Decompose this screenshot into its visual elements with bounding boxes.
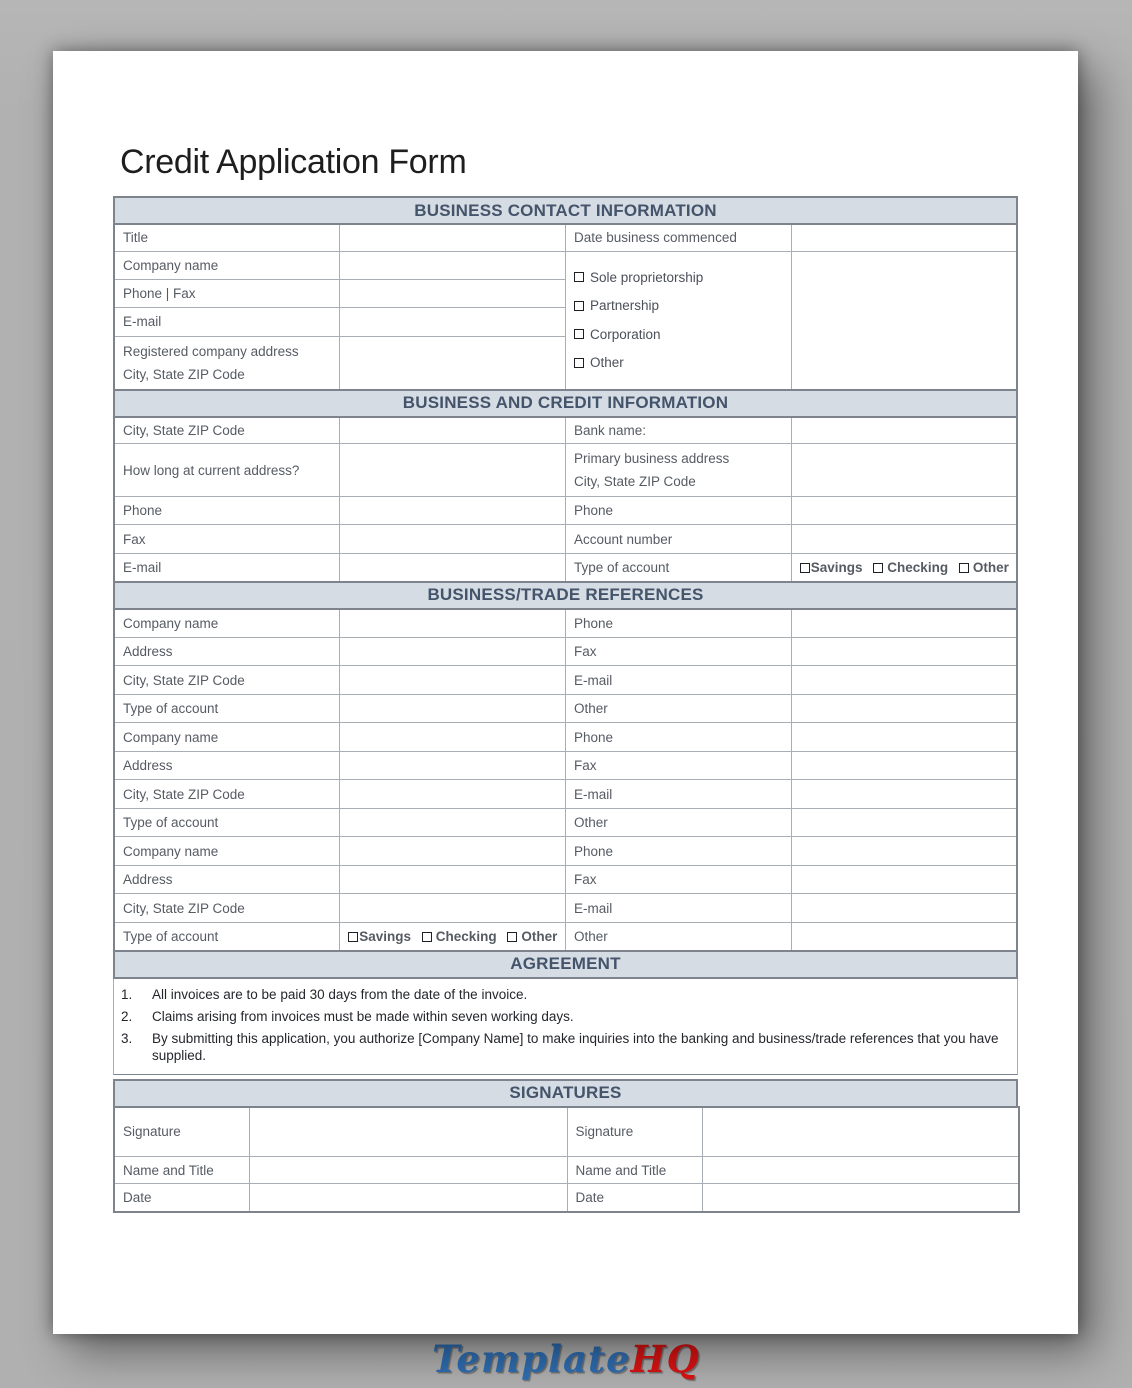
email-label: E-mail (114, 307, 340, 336)
name-title-label-right: Name and Title (567, 1157, 702, 1184)
registered-address-label (114, 336, 340, 390)
primary-address-label-line2: City, State ZIP Code (574, 474, 696, 489)
date-label-right: Date (567, 1184, 702, 1212)
ref2-fax-label: Fax (566, 752, 792, 780)
agreement-item (121, 1030, 1007, 1064)
table-row (114, 251, 1017, 279)
company-name-label: Company name (114, 251, 340, 279)
agreement-item-number: 3. (121, 1030, 133, 1046)
checkbox-icon[interactable] (507, 932, 517, 942)
bank-phone-input-cell[interactable] (791, 497, 1017, 525)
city-state-zip-input-cell[interactable] (340, 417, 566, 444)
checkbox-icon[interactable] (574, 329, 584, 339)
ref2-email-input-cell[interactable] (791, 780, 1017, 809)
checkbox-option-checking (422, 929, 497, 944)
table-row (114, 525, 1017, 554)
section-header-business-credit (113, 389, 1018, 418)
ref1-other-label: Other (566, 695, 792, 723)
form-content (113, 196, 1018, 1213)
ref2-address-label: Address (114, 752, 340, 780)
ref2-type-of-account-input-cell[interactable] (340, 809, 566, 837)
signature-label-right: Signature (567, 1107, 702, 1157)
section-header-label: BUSINESS AND CREDIT INFORMATION (402, 393, 729, 412)
checkbox-label: Checking (435, 928, 497, 944)
primary-address-input-cell[interactable] (791, 444, 1017, 497)
date-input-cell-left[interactable] (249, 1184, 567, 1212)
business-credit-table (113, 416, 1018, 583)
ref3-phone-label: Phone (566, 837, 792, 866)
table-row (114, 1107, 1019, 1157)
phone-input-cell[interactable] (340, 497, 566, 525)
how-long-input-cell[interactable] (340, 444, 566, 497)
checkbox-option-savings (348, 929, 411, 944)
phone-fax-input-cell[interactable] (340, 279, 566, 307)
table-row (114, 695, 1017, 723)
title-label: Title (114, 224, 340, 251)
entity-type-checkbox-group (566, 251, 792, 390)
section-header-business-contact (113, 196, 1018, 225)
checkbox-label: Checking (887, 559, 949, 575)
ref3-email-label: E-mail (566, 894, 792, 923)
ref3-city-state-zip-label: City, State ZIP Code (114, 894, 340, 923)
ref3-company-name-input-cell[interactable] (340, 837, 566, 866)
registered-address-label-line1: Registered company address (123, 343, 299, 359)
ref2-type-of-account-label: Type of account (114, 809, 340, 837)
checkbox-icon[interactable] (422, 932, 432, 942)
section-header-signatures (113, 1079, 1018, 1108)
email-input-cell[interactable] (340, 307, 566, 336)
table-row (114, 894, 1017, 923)
registered-address-input-cell[interactable] (340, 336, 566, 390)
ref1-city-state-zip-input-cell[interactable] (340, 666, 566, 695)
ref1-email-input-cell[interactable] (791, 666, 1017, 695)
entity-type-notes-input-cell[interactable] (791, 251, 1017, 390)
account-number-input-cell[interactable] (791, 525, 1017, 554)
checkbox-icon[interactable] (800, 563, 810, 573)
ref3-email-input-cell[interactable] (791, 894, 1017, 923)
agreement-item-text: All invoices are to be paid 30 days from the date of the invoice. (152, 986, 528, 1002)
table-row (114, 224, 1017, 251)
agreement-item (121, 1008, 1007, 1025)
account-number-label: Account number (566, 525, 792, 554)
checkbox-icon[interactable] (873, 563, 883, 573)
agreement-item-number: 2. (121, 1008, 133, 1024)
templatehq-logo (0, 1337, 1132, 1381)
ref3-other-label: Other (566, 923, 792, 951)
title-input-cell[interactable] (340, 224, 566, 251)
section-header-label: BUSINESS CONTACT INFORMATION (414, 200, 717, 220)
agreement-item-text: Claims arising from invoices must be made within seven working days. (152, 1008, 574, 1024)
company-name-input-cell[interactable] (340, 251, 566, 279)
table-row (114, 638, 1017, 666)
checkbox-label: Savings (359, 928, 412, 944)
section-header-agreement (113, 950, 1018, 979)
city-state-zip-label: City, State ZIP Code (114, 417, 340, 444)
ref1-company-name-label: Company name (114, 609, 340, 638)
phone-label: Phone (114, 497, 340, 525)
table-row (114, 923, 1017, 951)
table-row (114, 1184, 1019, 1212)
logo-text-hq: HQ (630, 1337, 700, 1381)
business-contact-table (113, 223, 1018, 391)
checkbox-icon[interactable] (574, 301, 584, 311)
ref1-type-of-account-label: Type of account (114, 695, 340, 723)
agreement-item (121, 986, 1007, 1003)
table-row (114, 554, 1017, 582)
checkbox-option-other (959, 560, 1009, 575)
email-label: E-mail (114, 554, 340, 582)
checkbox-label: Partnership (590, 298, 660, 314)
ref1-address-input-cell[interactable] (340, 638, 566, 666)
ref1-address-label: Address (114, 638, 340, 666)
ref1-email-label: E-mail (566, 666, 792, 695)
primary-address-label-line1: Primary business address (574, 451, 730, 466)
checkbox-option-other (507, 929, 557, 944)
checkbox-icon[interactable] (959, 563, 969, 573)
table-row (114, 666, 1017, 695)
page-title: Credit Application Form (120, 143, 467, 181)
fax-input-cell[interactable] (340, 525, 566, 554)
checkbox-label: Other (521, 928, 558, 944)
table-row (114, 809, 1017, 837)
checkbox-option-partnership (574, 292, 783, 321)
signature-label-left: Signature (114, 1107, 249, 1157)
checkbox-label: Corporation (590, 326, 661, 342)
ref3-fax-input-cell[interactable] (791, 866, 1017, 894)
checkbox-option-sole-proprietorship (574, 263, 783, 292)
ref3-address-label: Address (114, 866, 340, 894)
checkbox-label: Other (972, 559, 1009, 575)
ref2-phone-label: Phone (566, 723, 792, 752)
ref3-fax-label: Fax (566, 866, 792, 894)
trade-references-table (113, 608, 1018, 952)
ref1-city-state-zip-label: City, State ZIP Code (114, 666, 340, 695)
date-commenced-input-cell[interactable] (791, 224, 1017, 251)
ref2-address-input-cell[interactable] (340, 752, 566, 780)
fax-label: Fax (114, 525, 340, 554)
checkbox-label: Other (590, 355, 624, 371)
bank-phone-label: Phone (566, 497, 792, 525)
ref3-account-type-checkbox-group (340, 923, 566, 951)
ref3-company-name-label: Company name (114, 837, 340, 866)
ref1-fax-input-cell[interactable] (791, 638, 1017, 666)
signatures-table (113, 1106, 1020, 1213)
phone-fax-label: Phone | Fax (114, 279, 340, 307)
signature-input-cell-right[interactable] (702, 1107, 1019, 1157)
checkbox-icon[interactable] (574, 272, 584, 282)
ref2-fax-input-cell[interactable] (791, 752, 1017, 780)
agreement-terms (113, 977, 1018, 1075)
checkbox-icon[interactable] (348, 932, 358, 942)
section-header-label: AGREEMENT (510, 954, 621, 973)
date-label-left: Date (114, 1184, 249, 1212)
bank-name-input-cell[interactable] (791, 417, 1017, 444)
checkbox-label: Savings (810, 559, 863, 575)
checkbox-label: Sole proprietorship (590, 269, 704, 285)
ref2-other-input-cell[interactable] (791, 809, 1017, 837)
agreement-item-number: 1. (121, 986, 133, 1002)
agreement-item-text: By submitting this application, you authorize [Company Name] to make inquiries into the banking and business/trade references that you have supplied. (152, 1030, 999, 1063)
table-row (114, 444, 1017, 497)
ref2-other-label: Other (566, 809, 792, 837)
checkbox-icon[interactable] (574, 358, 584, 368)
table-row (114, 723, 1017, 752)
name-title-input-cell-left[interactable] (249, 1157, 567, 1184)
table-row (114, 1157, 1019, 1184)
checkbox-option-checking (873, 560, 948, 575)
account-type-checkbox-group (791, 554, 1017, 582)
primary-business-address-label (566, 444, 792, 497)
ref3-type-of-account-label: Type of account (114, 923, 340, 951)
ref2-phone-input-cell[interactable] (791, 723, 1017, 752)
table-row (114, 752, 1017, 780)
section-header-label: SIGNATURES (509, 1083, 622, 1102)
ref3-address-input-cell[interactable] (340, 866, 566, 894)
checkbox-option-savings (800, 560, 863, 575)
table-row (114, 866, 1017, 894)
ref2-email-label: E-mail (566, 780, 792, 809)
section-header-label: BUSINESS/TRADE REFERENCES (427, 585, 704, 604)
registered-address-label-line2: City, State ZIP Code (123, 366, 245, 382)
ref3-city-state-zip-input-cell[interactable] (340, 894, 566, 923)
how-long-label: How long at current address? (114, 444, 340, 497)
ref1-other-input-cell[interactable] (791, 695, 1017, 723)
name-title-input-cell-right[interactable] (702, 1157, 1019, 1184)
table-row (114, 497, 1017, 525)
signature-input-cell-left[interactable] (249, 1107, 567, 1157)
table-row (114, 780, 1017, 809)
ref3-other-input-cell[interactable] (791, 923, 1017, 951)
ref1-phone-label: Phone (566, 609, 792, 638)
email-input-cell[interactable] (340, 554, 566, 582)
ref3-phone-input-cell[interactable] (791, 837, 1017, 866)
ref1-phone-input-cell[interactable] (791, 609, 1017, 638)
date-commenced-label: Date business commenced (566, 224, 792, 251)
type-of-account-label: Type of account (566, 554, 792, 582)
ref2-city-state-zip-input-cell[interactable] (340, 780, 566, 809)
date-input-cell-right[interactable] (702, 1184, 1019, 1212)
document-page (53, 51, 1078, 1334)
table-row (114, 417, 1017, 444)
table-row (114, 837, 1017, 866)
name-title-label-left: Name and Title (114, 1157, 249, 1184)
checkbox-option-corporation (574, 320, 783, 349)
section-header-trade-references (113, 581, 1018, 610)
checkbox-option-other (574, 349, 783, 378)
table-row (114, 609, 1017, 638)
bank-name-label: Bank name: (566, 417, 792, 444)
ref2-city-state-zip-label: City, State ZIP Code (114, 780, 340, 809)
ref2-company-name-input-cell[interactable] (340, 723, 566, 752)
ref1-type-of-account-input-cell[interactable] (340, 695, 566, 723)
logo-text-template: Template (432, 1337, 631, 1381)
ref1-company-name-input-cell[interactable] (340, 609, 566, 638)
ref1-fax-label: Fax (566, 638, 792, 666)
ref2-company-name-label: Company name (114, 723, 340, 752)
